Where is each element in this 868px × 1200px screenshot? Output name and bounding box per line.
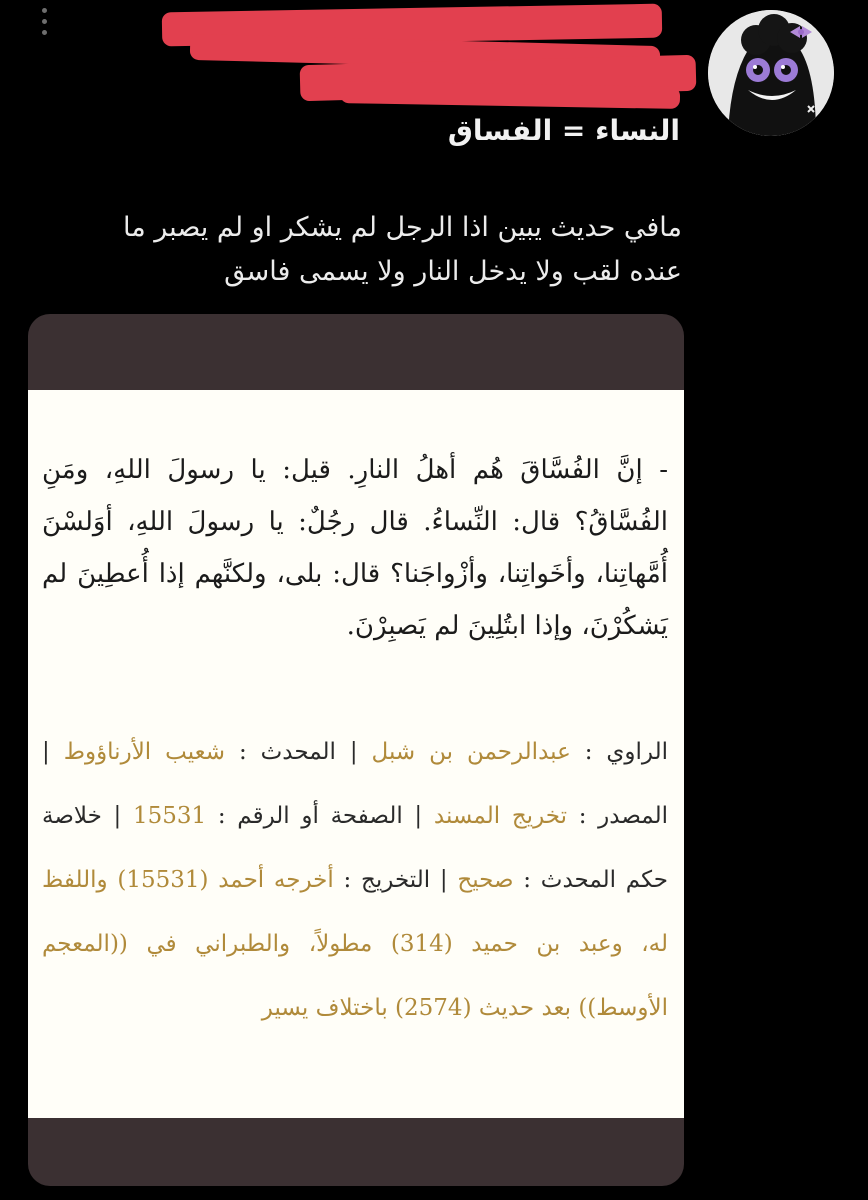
avatar[interactable]	[708, 10, 834, 136]
narrator-value: عبدالرحمن بن شبل	[371, 739, 571, 765]
muhaddith-value: شعيب الأرناؤوط	[63, 739, 226, 765]
hadith-page	[28, 390, 684, 1118]
hadith-text: - إنَّ الفُسَّاقَ هُم أهلُ النارِ. قيل: يا رسولَ اللهِ، ومَنِ الفُسَّاقُ؟ قال: النِّساءُ. قال رجُلٌ: يا رسولَ اللهِ، أوَلسْنَ أُمَّهاتِنا، وأخَواتِنا، وأزْواجَنا؟ قال: بلى، ولكنَّهم إذا أُعطِينَ لم يَشكُرْنَ، وإذا ابتُلِينَ لم يَصبِرْنَ.	[42, 455, 668, 641]
ruling-label: | خلاصة حكم المحدث :	[42, 803, 669, 893]
hadith-metadata	[42, 720, 668, 1040]
page-value: 15531	[132, 803, 207, 829]
muhaddith-label: | المحدث :	[238, 739, 358, 765]
tweet-body	[62, 206, 682, 294]
takhrij-label: | التخريج :	[343, 867, 448, 893]
source-label: | المصدر :	[42, 739, 668, 829]
source-value: تخريج المسند	[433, 803, 568, 829]
narrator-label: الراوي :	[584, 739, 669, 765]
page-label: | الصفحة أو الرقم :	[217, 803, 423, 829]
tweet-title: النساء = الفساق	[447, 114, 680, 147]
redacted-handle-bar-2	[340, 81, 680, 109]
tweet-body-line-2: عنده لقب ولا يدخل النار ولا يسمى فاسق	[224, 256, 682, 287]
attached-image[interactable]	[28, 314, 684, 1186]
avatar-face-icon	[708, 10, 834, 136]
ruling-value: صحيح	[457, 867, 514, 893]
tweet-body-line-1: مافي حديث يبين اذا الرجل لم يشكر او لم يصبر ما	[123, 212, 682, 243]
more-options-icon[interactable]	[36, 8, 52, 48]
takhrij-value: أخرجه أحمد (15531) واللفظ له، وعبد بن حميد (314) مطولاً، والطبراني في ((المعجم الأوسط)) بعد حديث (2574) باختلاف يسير	[42, 867, 668, 1021]
